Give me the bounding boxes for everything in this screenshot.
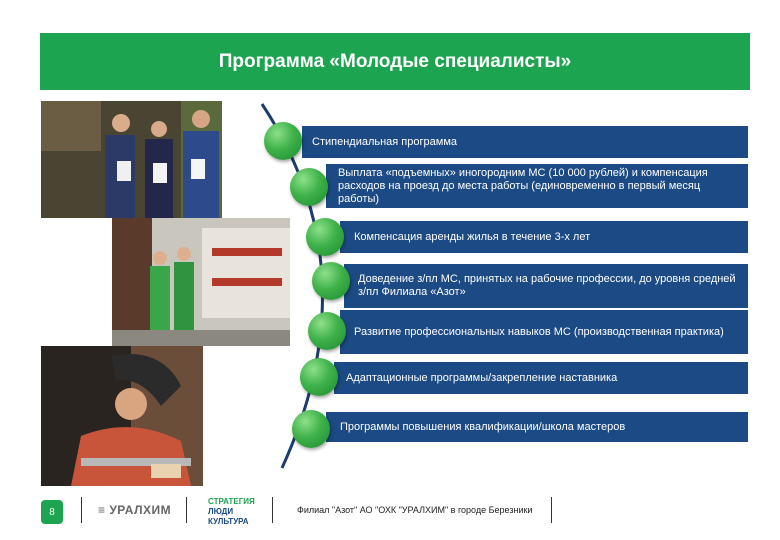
bullet-circle-icon [312, 262, 350, 300]
list-item-text: Выплата «подъемных» иногородним МС (10 000 рублей) и компенсация расходов на проезд до места работы (единовременно в первый месяц работы) [338, 166, 708, 205]
list-item [326, 412, 748, 442]
page-number [41, 500, 63, 524]
list-item [326, 164, 748, 208]
list-item [340, 221, 748, 253]
list-item-text: Развитие профессиональных навыков МС (производственная практика) [354, 325, 724, 338]
strategy-logo-line1: СТРАТЕГИЯ [208, 497, 255, 506]
uralchem-logo-text: ≡ УРАЛХИМ [98, 503, 172, 517]
list-item-text: Адаптационные программы/закрепление наставника [346, 371, 618, 384]
footer-divider [272, 497, 273, 523]
bullet-circle-icon [300, 358, 338, 396]
list-item-text: Доведение з/пл МС, принятых на рабочие профессии, до уровня средней з/пл Филиала «Азот» [358, 273, 736, 298]
strategy-logo-line3: КУЛЬТУРА [208, 517, 249, 526]
list-item [334, 362, 748, 394]
uralchem-logo [98, 503, 171, 517]
bullet-circle-icon [290, 168, 328, 206]
list-item-text: Компенсация аренды жилья в течение 3-х лет [354, 230, 591, 243]
branch-caption: Филиал "Азот" АО "ОХК "УРАЛХИМ" в городе Березники [297, 505, 533, 515]
list-item [344, 264, 748, 308]
list-item [302, 126, 748, 158]
list-item-text: Стипендиальная программа [312, 135, 457, 148]
bullet-circle-icon [308, 312, 346, 350]
footer-divider [81, 497, 82, 523]
footer-divider [186, 497, 187, 523]
list-item-text: Программы повышения квалификации/школа мастеров [340, 420, 626, 433]
bullet-circle-icon [264, 122, 302, 160]
footer-divider [551, 497, 552, 523]
bullet-circle-icon [292, 410, 330, 448]
page-title: Программа «Молодые специалисты» [218, 50, 572, 72]
strategy-logo-line2: ЛЮДИ [208, 507, 234, 516]
strategy-logo [208, 497, 255, 527]
page-number-text: 8 [49, 506, 55, 518]
bullet-circle-icon [306, 218, 344, 256]
list-item [340, 310, 748, 354]
